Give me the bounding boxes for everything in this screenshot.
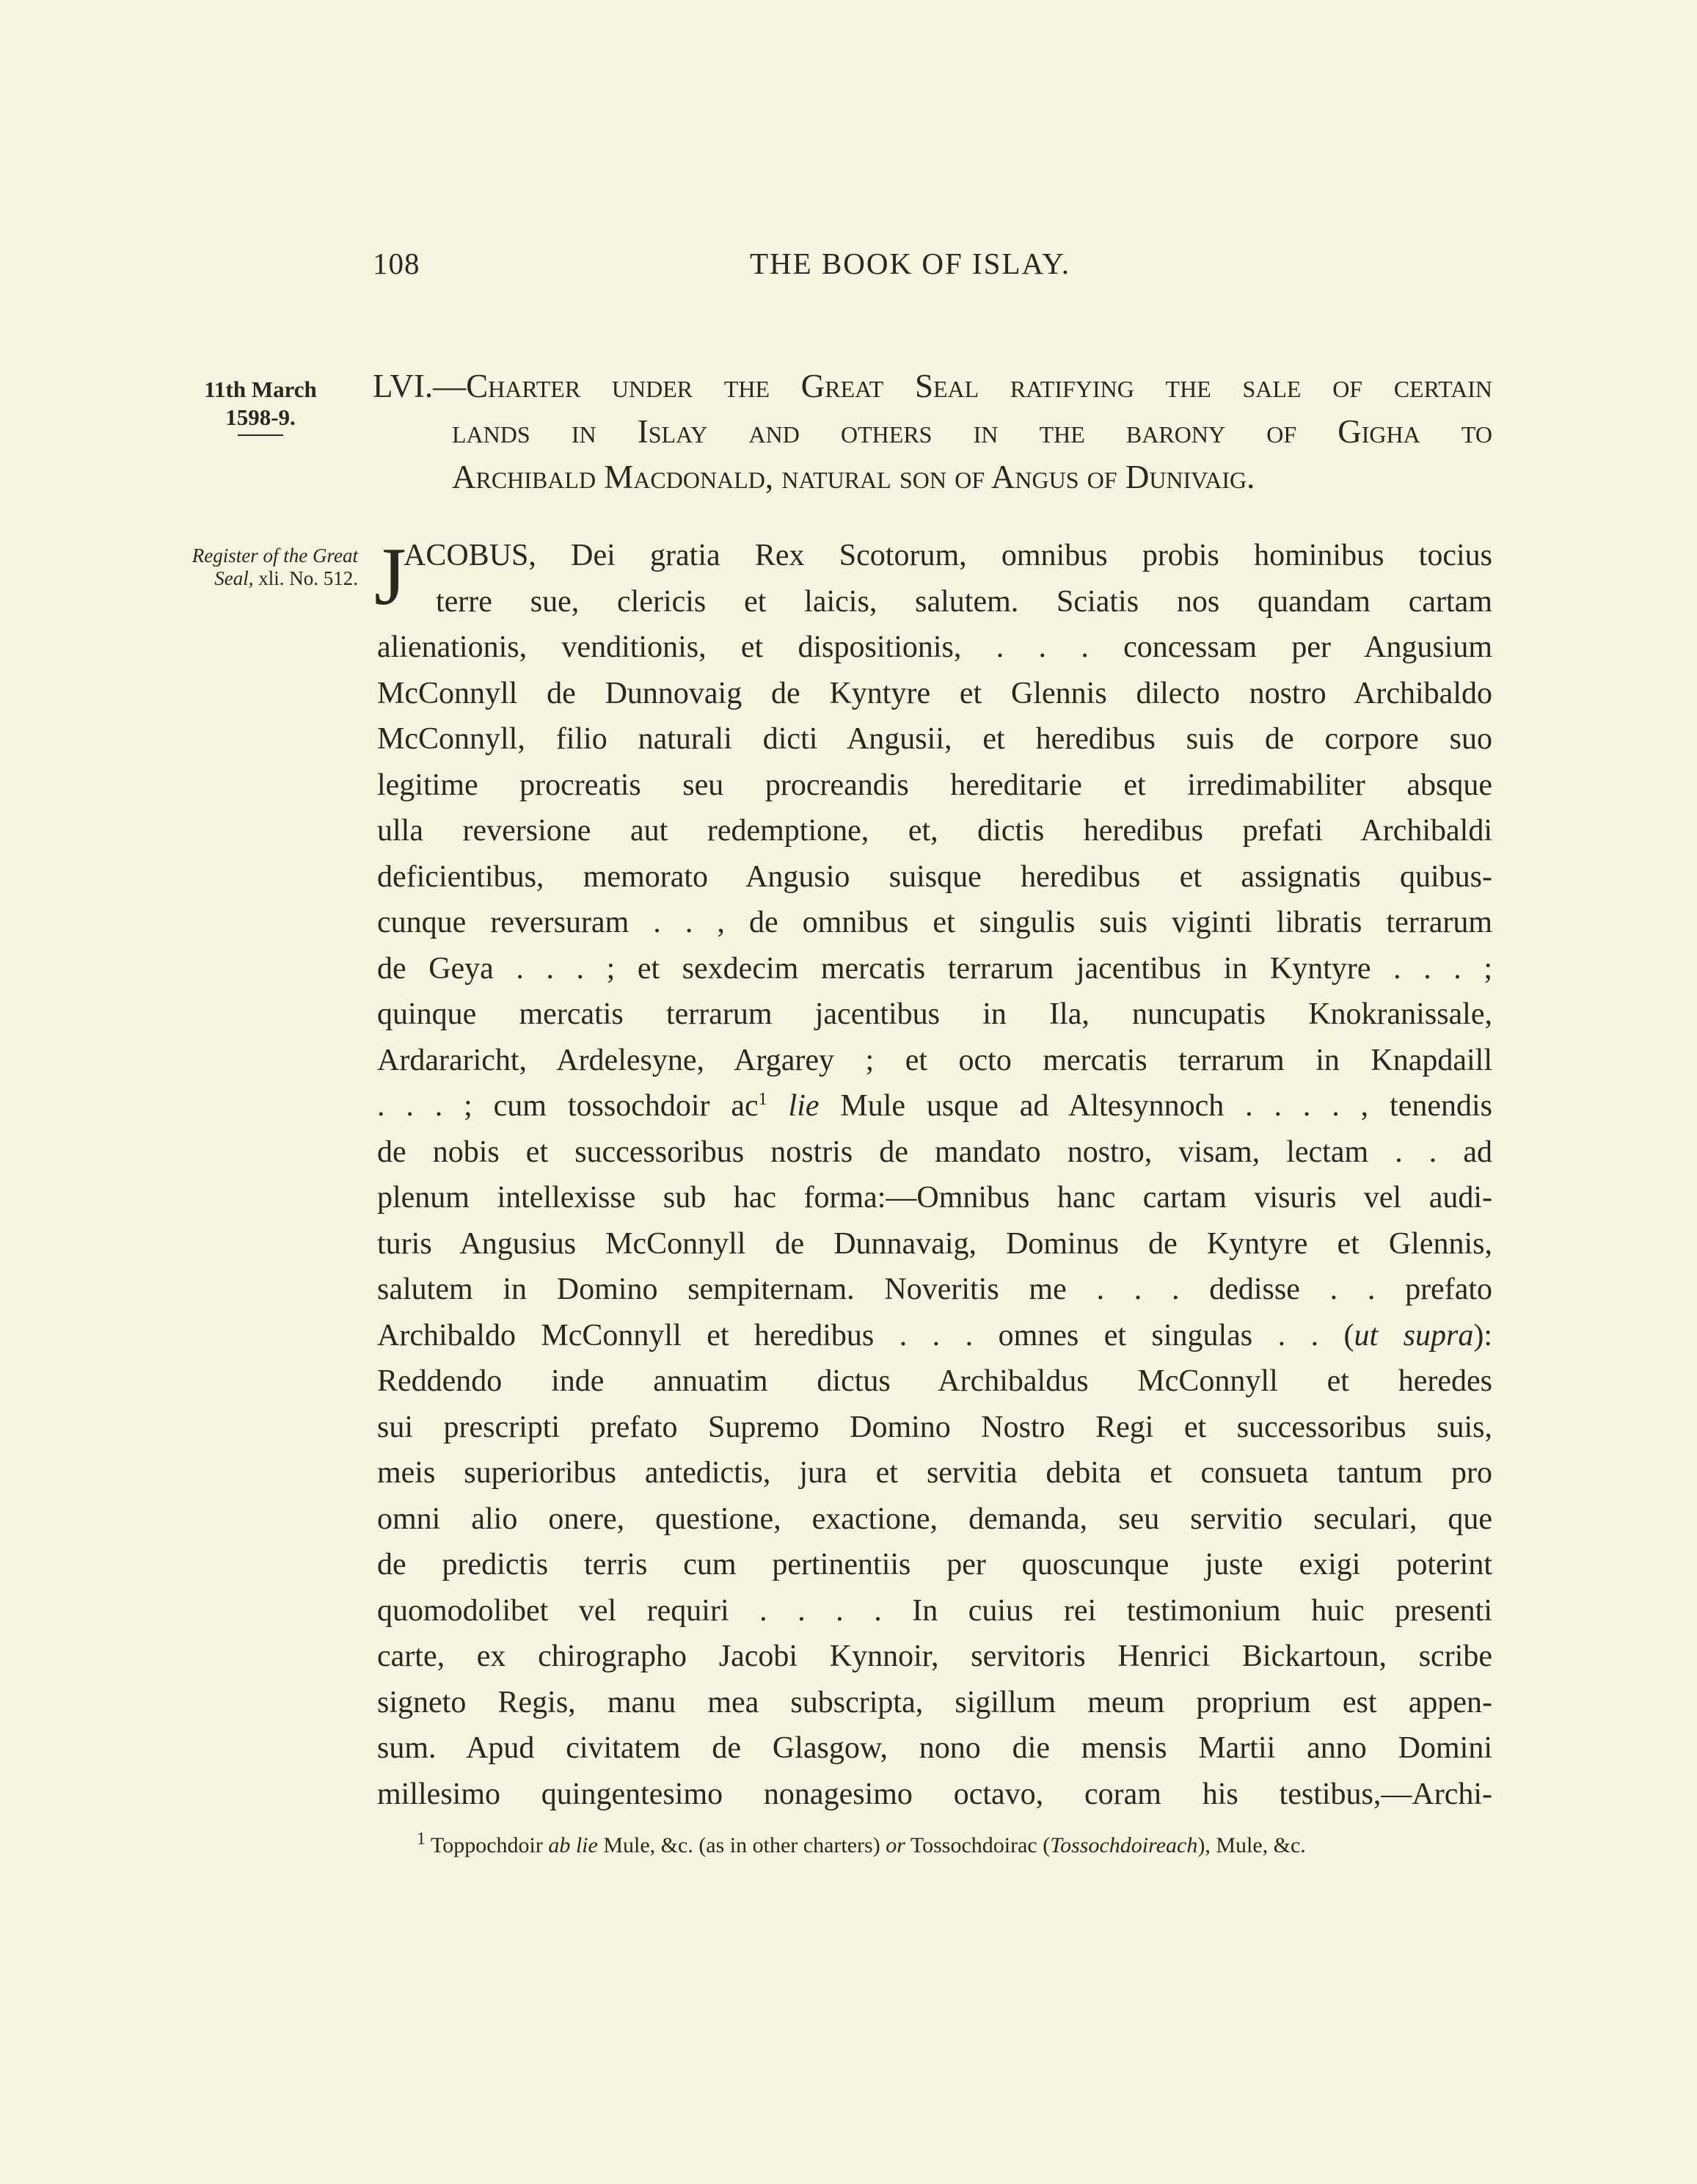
- footnote-marker: 1: [417, 1830, 426, 1849]
- running-head: [373, 246, 1492, 290]
- date-line-2: 1598-9.: [225, 404, 296, 430]
- footnote-italic-c: Tossochdoireach: [1050, 1833, 1198, 1857]
- body-line-27: sum. Apud civitatem de Glasgow, nono die mensis Martii anno Domini: [377, 1731, 1492, 1765]
- body-line-8: deficientibus, memorato Angusio suisque heredibus et assignatis quibus-: [377, 859, 1492, 894]
- body-line-13: [377, 1083, 1492, 1129]
- line19-text-a: Archibaldo McConnyll et heredibus . . . omnes et singulas . . (: [377, 1318, 1354, 1353]
- charter-body: [374, 531, 1492, 1817]
- footnote-text-b: Mule, &c. (as in other charters): [603, 1833, 880, 1857]
- body-line-5: McConnyll, filio naturali dicti Angusii, et heredibus suis de corpore suo: [377, 722, 1492, 756]
- footnote: [417, 1831, 1492, 1860]
- body-line-26: signeto Regis, manu mea subscripta, sigillum meum proprium est appen-: [377, 1685, 1492, 1719]
- heading-line-3: Archibald Macdonald, natural son of Angus of Dunivaig.: [452, 459, 1255, 495]
- date-line-1: 11th March: [204, 376, 317, 402]
- body-line-23: de predictis terris cum pertinentiis per quoscunque juste exigi poterint: [377, 1548, 1492, 1581]
- drop-cap: J: [374, 531, 406, 622]
- body-line-16: turis Angusius McConnyll de Dunnavaig, Dominus de Kyntyre et Glennis,: [377, 1226, 1492, 1261]
- body-line-17: salutem in Domino sempiternam. Noveritis me . . . dedisse . . prefato: [377, 1273, 1492, 1306]
- footnote-text-c: Tossochdoirac (: [910, 1833, 1051, 1857]
- footnote-italic-b: or: [886, 1833, 905, 1857]
- body-line-4: McConnyll de Dunnovaig de Kyntyre et Glennis dilecto nostro Archibaldo: [377, 676, 1492, 710]
- footnote-ref: 1: [758, 1090, 767, 1109]
- heading-line-2: lands in Islay and others in the barony of Gigha to: [452, 413, 1492, 450]
- body-line-10: de Geya . . . ; et sexdecim mercatis terrarum jacentibus in Kyntyre . . . ;: [377, 951, 1492, 986]
- line13-text-b: Mule usque ad Altesynnoch . . . . , tenendis: [840, 1089, 1492, 1123]
- source-reference: xli. No. 512.: [258, 567, 358, 589]
- body-line-6: legitime procreatis seu procreandis hereditarie et irredimabiliter absque: [377, 768, 1492, 802]
- margin-source-note: [160, 545, 358, 590]
- footnote-text-d: ), Mule, &c.: [1197, 1833, 1306, 1857]
- footnote-text-a: Toppochdoir: [430, 1833, 543, 1857]
- body-line-3: alienationis, venditionis, et dispositionis, . . . concessam per Angusium: [377, 630, 1492, 664]
- date-rule: [238, 434, 283, 436]
- body-line-20: sui prescripti prefato Supremo Domino Nostro Regi et successoribus suis,: [377, 1410, 1492, 1444]
- book-title: THE BOOK OF ISLAY.: [750, 247, 1070, 280]
- page-number: 108: [373, 247, 420, 280]
- line19-text-b: ):: [1473, 1318, 1492, 1353]
- source-italic-2: Seal,: [214, 567, 254, 589]
- body-line-22: omni alio onere, questione, exactione, demanda, seu servitio seculari, que: [377, 1502, 1492, 1536]
- heading-line-1: LVI.—Charter under the Great Seal ratifying the sale of certain: [373, 368, 1492, 404]
- body-line-25: carte, ex chirographo Jacobi Kynnoir, servitoris Henrici Bickartoun, scribe: [377, 1639, 1492, 1673]
- body-line-14: de nobis et successoribus nostris de mandato nostro, visam, lectam . . ad: [377, 1135, 1492, 1169]
- line13-text-a: . . . ; cum tossochdoir ac: [377, 1089, 759, 1123]
- body-line-2: terre sue, clericis et laicis, salutem. Sciatis nos quandam cartam: [436, 584, 1492, 619]
- body-line-28: millesimo quingentesimo nonagesimo octavo, coram his testibus,—Archi-: [377, 1777, 1492, 1811]
- body-line-15: plenum intellexisse sub hac forma:—Omnibus hanc cartam visuris vel audi-: [377, 1181, 1492, 1215]
- body-line-9: cunque reversuram . . , de omnibus et singulis suis viginti libratis terrarum: [377, 906, 1492, 939]
- body-line-18: [377, 1313, 1492, 1359]
- body-line-11: quinque mercatis terrarum jacentibus in Ila, nuncupatis Knokranissale,: [377, 997, 1492, 1031]
- footnote-italic-a: ab lie: [548, 1833, 598, 1857]
- body-line-24: quomodolibet vel requiri . . . . In cuius rei testimonium huic presenti: [377, 1593, 1492, 1628]
- margin-date-note: [154, 376, 367, 436]
- body-line-19: Reddendo inde annuatim dictus Archibaldus McConnyll et heredes: [377, 1364, 1492, 1398]
- source-italic: Register of the Great: [191, 545, 358, 567]
- body-line-21: meis superioribus antedictis, jura et servitia debita et consueta tantum pro: [377, 1456, 1492, 1490]
- line13-italic: lie: [788, 1089, 820, 1123]
- line19-italic: ut supra: [1354, 1318, 1474, 1353]
- body-line-12: Ardararicht, Ardelesyne, Argarey ; et octo mercatis terrarum in Knapdaill: [377, 1043, 1492, 1077]
- charter-heading: [373, 363, 1492, 500]
- body-line-1: ACOBUS, Dei gratia Rex Scotorum, omnibus probis hominibus tocius: [404, 539, 1492, 572]
- body-line-7: ulla reversione aut redemptione, et, dictis heredibus prefati Archibaldi: [377, 814, 1492, 848]
